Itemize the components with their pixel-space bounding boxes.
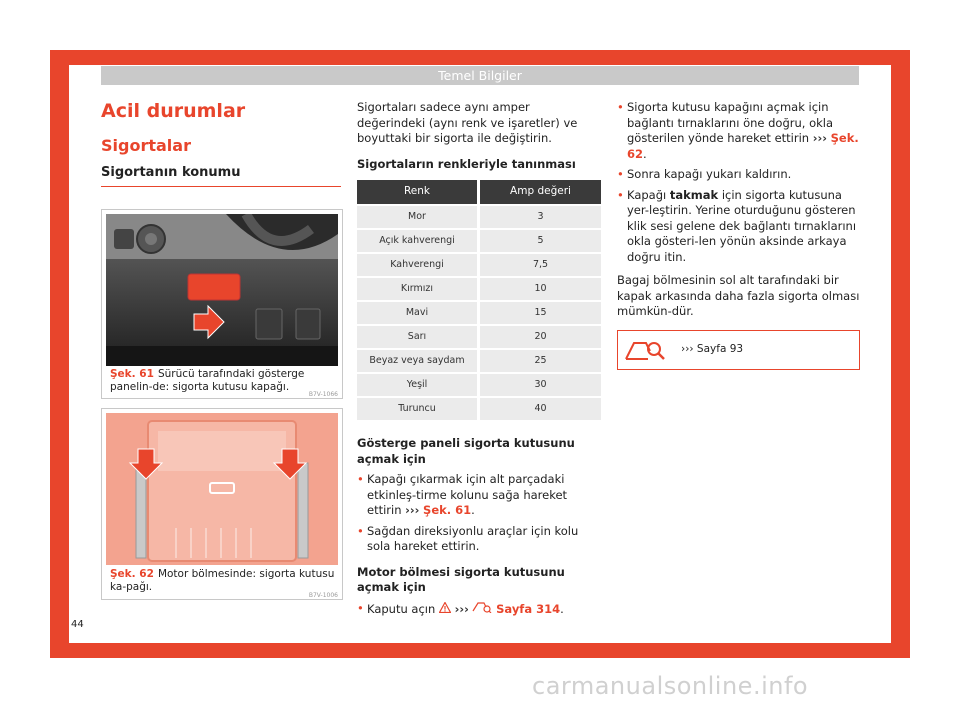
bullet-bold: takmak	[669, 187, 719, 202]
bullet-text: Kaputu açın	[367, 601, 436, 616]
list-item: • Sigorta kutusu kapağını açmak için bağlantı tırnaklarını öne doğru, okla gösterilen yönde hareket ettirin ››› Şek. 62.	[617, 100, 860, 162]
color-cell: Mavi	[357, 302, 480, 324]
figure-61	[101, 209, 343, 399]
bullet-text: Kapağı çıkarmak için alt parçadaki etkinleş-tirme kolunu sağa hareket ettirin	[367, 472, 568, 517]
list-item	[617, 188, 860, 266]
section-heading: Gösterge paneli sigorta kutusunu açmak için	[357, 436, 575, 466]
engine-fuse-cover-image	[106, 413, 338, 565]
amp-cell: 10	[480, 278, 601, 300]
arrows-icon: ›››	[405, 503, 420, 517]
reference-link[interactable]: ››› Sayfa 93	[681, 342, 744, 355]
title-rule	[101, 186, 341, 187]
figure-62	[101, 408, 343, 600]
bullet-text: Sağdan direksiyonlu araçlar için kolu sola hareket ettirin.	[367, 523, 579, 553]
figure-code: B7V-1006	[308, 592, 338, 599]
figure-ref: Şek. 62	[110, 568, 154, 580]
left-column	[101, 100, 341, 187]
amp-cell: 40	[480, 398, 601, 420]
warning-icon	[439, 602, 451, 613]
table-row	[357, 230, 601, 252]
page-header: Temel Bilgiler	[101, 66, 859, 85]
fuse-color-table	[357, 178, 601, 422]
table-row	[357, 326, 601, 348]
figure-caption	[110, 368, 335, 394]
figure-caption	[110, 568, 335, 594]
column-header: Amp değeri	[480, 180, 601, 204]
reference-box	[617, 330, 860, 370]
bullet-text: Sigorta kutusu kapağını açmak için bağlantı tırnaklarını öne doğru, okla gösterilen yönde hareket ettirin	[627, 100, 834, 145]
amp-cell: 7,5	[480, 254, 601, 276]
arrows-icon: ›››	[454, 601, 469, 616]
table-row	[357, 206, 601, 228]
amp-cell: 3	[480, 206, 601, 228]
color-cell: Kahverengi	[357, 254, 480, 276]
table-row	[357, 398, 601, 420]
list-item	[357, 524, 601, 555]
dashboard-fuse-cover-image	[106, 214, 338, 366]
middle-column	[357, 100, 601, 617]
color-cell: Sarı	[357, 326, 480, 348]
bullet-text: için sigorta kutusuna yer-leştirin. Yerine oturduğunu gösteren klik sesi gelene dek bağlantı tırnaklarını okla gösteri-len yönün aksinde arkaya doğru itin.	[627, 187, 857, 264]
table-row	[357, 302, 601, 324]
topic-title: Sigortanın konumu	[101, 165, 241, 180]
watermark: carmanualsonline.info	[532, 672, 809, 700]
amp-cell: 30	[480, 374, 601, 396]
caption-text: Motor bölmesinde: sigorta kutusu ka-pağı.	[110, 568, 335, 593]
amp-cell: 20	[480, 326, 601, 348]
color-cell: Mor	[357, 206, 480, 228]
bullet-text: Kapağı	[627, 187, 667, 202]
subsection-title: Sigortalar	[101, 136, 191, 155]
page-link[interactable]: Sayfa 314	[496, 601, 561, 616]
caption-text: Sürücü tarafındaki gösterge panelin-de: sigorta kutusu kapağı.	[110, 368, 305, 393]
figure-link[interactable]: Şek. 61	[423, 503, 472, 517]
table-row	[357, 374, 601, 396]
bullet-text: Sonra kapağı yukarı kaldırın.	[627, 167, 792, 181]
table-body	[357, 206, 601, 420]
list-item: • Kaputu açın ››› Sayfa 314.	[357, 601, 601, 618]
list-item	[617, 167, 860, 183]
figure-code: B7V-1066	[308, 391, 338, 398]
figure-ref: Şek. 61	[110, 368, 154, 380]
column-header: Renk	[357, 180, 480, 204]
table-row	[357, 350, 601, 372]
table-title: Sigortaların renkleriyle tanınması	[357, 156, 576, 171]
arrows-icon: ›››	[812, 131, 827, 145]
info-paragraph: Bagaj bölmesinin sol alt tarafındaki bir kapak arkasında daha fazla sigorta olması mümkün-dür.	[617, 273, 860, 318]
section-title: Acil durumlar	[101, 100, 246, 122]
section-heading: Motor bölmesi sigorta kutusunu açmak için	[357, 564, 565, 594]
color-cell: Yeşil	[357, 374, 480, 396]
table-row	[357, 278, 601, 300]
list-item: • Kapağı çıkarmak için alt parçadaki etkinleş-tirme kolunu sağa hareket ettirin ››› Şek. 61.	[357, 472, 601, 519]
right-column	[617, 100, 860, 370]
intro-paragraph: Sigortaları sadece aynı amper değerindeki (aynı renk ve işaretler) ve boyuttaki bir sigorta ile değiştirin.	[357, 100, 578, 145]
color-cell: Açık kahverengi	[357, 230, 480, 252]
amp-cell: 15	[480, 302, 601, 324]
table-header-row	[357, 180, 601, 204]
color-cell: Kırmızı	[357, 278, 480, 300]
book-magnifier-icon	[624, 337, 666, 361]
amp-cell: 5	[480, 230, 601, 252]
amp-cell: 25	[480, 350, 601, 372]
table-row	[357, 254, 601, 276]
book-icon	[472, 601, 492, 613]
figure-link[interactable]: Şek. 62	[627, 131, 859, 161]
color-cell: Turuncu	[357, 398, 480, 420]
page-number: 44	[71, 619, 84, 630]
color-cell: Beyaz veya saydam	[357, 350, 480, 372]
